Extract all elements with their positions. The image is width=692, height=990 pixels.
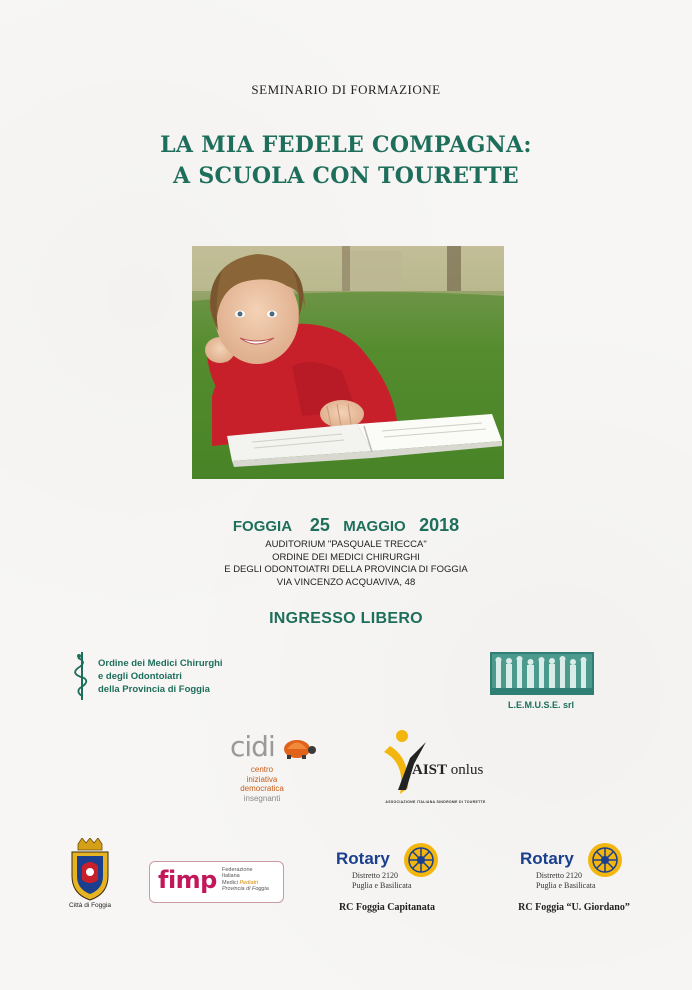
cidi-line: centro: [250, 765, 274, 774]
omceo-logo-text: [98, 657, 223, 696]
venue-line: ORDINE DEI MEDICI CHIRURGHI: [272, 551, 420, 563]
title-line-2: A SCUOLA CON TOURETTE: [173, 163, 519, 189]
fimp-line: Medici Pediatri: [222, 879, 259, 886]
rc-club-label: RC Foggia “U. Giordano”: [518, 902, 630, 913]
venue-line: E DEGLI ODONTOIATRI DELLA PROVINCIA DI FOGGIA: [224, 564, 468, 575]
event-month: MAGGIO: [343, 518, 406, 535]
aist-logo-word: [412, 762, 483, 779]
fimp-line: Provincia di Foggia: [222, 886, 269, 893]
title-line-1: LA MIA FEDELE COMPAGNA:: [160, 132, 532, 158]
fimp-line: Italiana: [222, 873, 240, 880]
rotary-logo-word: Rotary: [520, 849, 574, 868]
fimp-logo-word: fimp: [158, 866, 217, 894]
lemuse-label: L.E.M.U.S.E. srl: [507, 700, 574, 710]
turtle-icon: [281, 738, 317, 760]
free-entry-label: INGRESSO LIBERO: [269, 610, 423, 627]
event-date: [0, 515, 692, 536]
lemuse-frieze-icon: [490, 652, 594, 695]
seminar-label: SEMINARIO DI FORMAZIONE: [251, 82, 441, 97]
rotary-logo-word: Rotary: [336, 849, 390, 868]
city-crest-icon: [68, 838, 112, 902]
rotary-region: Puglia e Basilicata: [352, 881, 412, 890]
cidi-logo-word: cidi: [230, 730, 275, 763]
cidi-line: insegnanti: [243, 793, 281, 803]
fimp-line: Federazione: [222, 867, 253, 873]
event-city: FOGGIA: [232, 518, 293, 535]
venue-address: [0, 539, 692, 589]
comune-label: Città di Foggia: [69, 902, 111, 909]
venue-line: VIA VINCENZO ACQUAVIVA, 48: [276, 576, 416, 588]
omceo-line: Ordine dei Medici Chirurghi: [98, 658, 223, 669]
rotary-district-number: Distretto 2120: [352, 871, 398, 880]
cidi-line: democratica: [240, 784, 284, 793]
omceo-line: della Provincia di Foggia: [98, 684, 210, 695]
rotary-district-number: Distretto 2120: [536, 871, 582, 880]
fimp-logo-text: [222, 867, 282, 893]
rotary-region: Puglia e Basilicata: [536, 881, 596, 890]
cidi-line: iniziativa: [246, 774, 278, 784]
aist-name: AIST: [412, 762, 448, 778]
rc-club-label: RC Foggia Capitanata: [338, 902, 436, 913]
cidi-logo-text: [232, 765, 292, 803]
aist-suffix: onlus: [447, 762, 484, 778]
child-reading-photo: [192, 246, 504, 479]
rotary-district: [352, 871, 412, 891]
event-title: [0, 130, 692, 192]
event-day: 25: [309, 515, 330, 535]
event-year: 2018: [419, 515, 460, 535]
omceo-line: e degli Odontoiatri: [98, 671, 182, 682]
rotary-district: [536, 871, 596, 891]
aist-subtitle: ASSOCIAZIONE ITALIANA SINDROME DI TOURETTE: [385, 800, 486, 804]
venue-line: AUDITORIUM "PASQUALE TRECCA": [265, 539, 427, 550]
caduceus-icon: [72, 650, 92, 702]
